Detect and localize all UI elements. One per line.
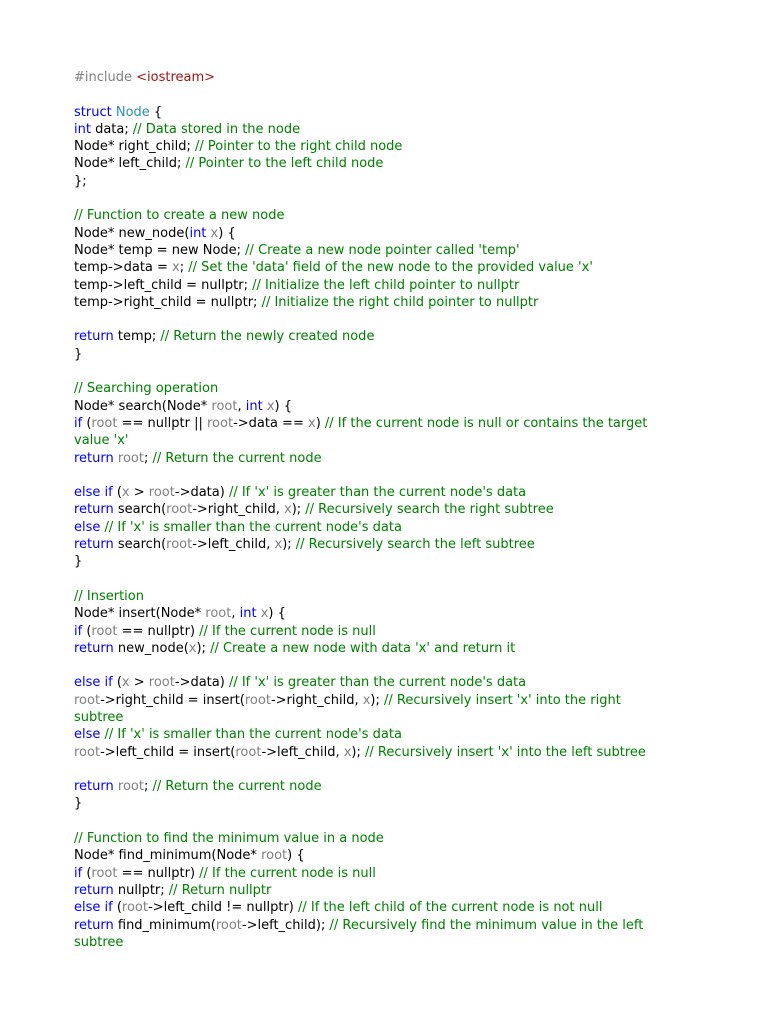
code-comment: // Create a new node pointer called 'temp' bbox=[245, 242, 520, 258]
code-text: == nullptr) bbox=[117, 865, 200, 881]
code-identifier: x bbox=[283, 502, 292, 518]
code-keyword: return bbox=[74, 537, 114, 553]
code-text: ) { bbox=[274, 398, 293, 414]
code-line bbox=[74, 709, 684, 726]
code-identifier: x bbox=[188, 640, 197, 656]
code-line bbox=[74, 173, 684, 190]
code-comment: subtree bbox=[74, 709, 124, 725]
code-text: ->right_child = insert( bbox=[100, 692, 245, 708]
code-identifier: root bbox=[91, 415, 118, 431]
code-identifier: root bbox=[91, 865, 118, 881]
code-line bbox=[74, 155, 684, 172]
code-identifier: root bbox=[215, 917, 242, 933]
code-text: ->left_child = insert( bbox=[100, 744, 236, 760]
code-text: ->data == bbox=[233, 415, 308, 431]
code-identifier: root bbox=[117, 450, 144, 466]
code-identifier: x bbox=[121, 675, 130, 691]
code-line bbox=[74, 398, 684, 415]
code-identifier: root bbox=[121, 900, 148, 916]
code-comment: // Insertion bbox=[74, 588, 144, 604]
code-text: , bbox=[231, 606, 240, 622]
code-identifier: x bbox=[121, 485, 130, 501]
code-line bbox=[74, 674, 684, 691]
code-keyword: int bbox=[74, 121, 91, 137]
code-line bbox=[74, 242, 684, 259]
code-line bbox=[74, 553, 684, 570]
code-line bbox=[74, 744, 684, 761]
code-comment: // Create a new node with data 'x' and return it bbox=[210, 640, 516, 656]
code-line bbox=[74, 934, 684, 951]
code-identifier: root bbox=[148, 485, 175, 501]
code-identifier: root bbox=[74, 744, 101, 760]
code-line bbox=[74, 484, 684, 501]
code-text: nullptr; bbox=[113, 882, 169, 898]
code-line bbox=[74, 692, 684, 709]
code-comment: // If the current node is null bbox=[199, 865, 376, 881]
code-text: ->left_child); bbox=[241, 917, 330, 933]
code-text: ->right_child, bbox=[192, 502, 284, 518]
code-text: ) bbox=[315, 415, 325, 431]
code-line bbox=[74, 501, 684, 518]
code-text: ( bbox=[82, 623, 92, 639]
code-line bbox=[74, 207, 684, 224]
code-keyword: return bbox=[74, 502, 114, 518]
code-identifier: x bbox=[172, 260, 180, 276]
code-comment: // Set the 'data' field of the new node to the provided value 'x' bbox=[188, 260, 593, 276]
code-keyword: if bbox=[74, 865, 83, 881]
code-text: temp->right_child = nullptr; bbox=[74, 294, 262, 310]
blank-line bbox=[74, 467, 684, 484]
code-line bbox=[74, 138, 684, 155]
code-text: } bbox=[74, 796, 83, 812]
code-line bbox=[74, 623, 684, 640]
code-line bbox=[74, 225, 684, 242]
code-keyword: return bbox=[74, 779, 114, 795]
code-line bbox=[74, 415, 684, 432]
blank-line bbox=[74, 761, 684, 778]
code-identifier: root bbox=[244, 692, 271, 708]
code-text: == nullptr) bbox=[117, 623, 200, 639]
code-line bbox=[74, 259, 684, 276]
code-keyword: else if bbox=[74, 485, 113, 501]
code-text: ->data) bbox=[174, 675, 229, 691]
code-comment: // Recursively insert 'x' into the left subtree bbox=[365, 744, 646, 760]
code-keyword: else bbox=[74, 727, 101, 743]
code-string: <iostream> bbox=[136, 70, 216, 85]
code-comment: // Return the current node bbox=[152, 779, 322, 795]
code-identifier: root bbox=[148, 675, 175, 691]
code-line bbox=[74, 830, 684, 847]
code-keyword: int bbox=[245, 398, 263, 414]
blank-line bbox=[74, 657, 684, 674]
code-text: temp->data = bbox=[74, 260, 173, 276]
code-identifier: x bbox=[266, 398, 275, 414]
code-text: ->left_child, bbox=[192, 537, 275, 553]
code-identifier: x bbox=[274, 537, 283, 553]
code-text: temp->left_child = nullptr; bbox=[74, 277, 253, 293]
code-text: ) { bbox=[268, 606, 286, 622]
code-comment: // If the current node is null or contains the target bbox=[324, 415, 648, 431]
code-text: Node* right_child; bbox=[74, 139, 195, 155]
code-text: search( bbox=[113, 537, 167, 553]
code-keyword: else if bbox=[74, 900, 113, 916]
code-comment: // Data stored in the node bbox=[132, 121, 301, 137]
code-comment: // If 'x' is smaller than the current node's data bbox=[104, 519, 402, 535]
code-identifier: root bbox=[261, 848, 288, 864]
code-line bbox=[74, 328, 684, 345]
code-line bbox=[74, 726, 684, 743]
code-text: ; bbox=[143, 779, 153, 795]
code-text: ( bbox=[112, 900, 122, 916]
code-text: new_node( bbox=[113, 640, 189, 656]
code-identifier: x bbox=[362, 692, 371, 708]
code-line bbox=[74, 588, 684, 605]
blank-line bbox=[74, 813, 684, 830]
code-keyword: return bbox=[74, 917, 114, 933]
code-comment: // Recursively search the left subtree bbox=[295, 537, 535, 553]
code-text: ) { bbox=[287, 848, 305, 864]
code-text: }; bbox=[74, 173, 87, 189]
code-preprocessor: #include bbox=[74, 70, 137, 85]
code-text: ); bbox=[351, 744, 366, 760]
code-text: ; bbox=[143, 450, 153, 466]
code-keyword: return bbox=[74, 450, 114, 466]
code-text: ->data) bbox=[174, 485, 229, 501]
code-comment: // Return the newly created node bbox=[160, 329, 375, 345]
code-line bbox=[74, 605, 684, 622]
code-text: ( bbox=[112, 675, 122, 691]
code-keyword: struct bbox=[74, 104, 116, 120]
code-keyword: int bbox=[189, 225, 207, 241]
code-identifier: root bbox=[206, 415, 234, 431]
code-text: Node* left_child; bbox=[74, 156, 186, 172]
code-identifier: x bbox=[343, 744, 352, 760]
code-line bbox=[74, 121, 684, 138]
code-line bbox=[74, 847, 684, 864]
code-identifier: x bbox=[210, 225, 219, 241]
code-document bbox=[74, 69, 684, 951]
code-comment: // If the left child of the current node is not null bbox=[297, 900, 603, 916]
code-comment: // Function to create a new node bbox=[74, 208, 285, 224]
code-identifier: x bbox=[307, 415, 316, 431]
code-identifier: root bbox=[205, 606, 232, 622]
code-text: , bbox=[237, 398, 246, 414]
code-comment: value 'x' bbox=[74, 433, 129, 449]
code-text: search( bbox=[113, 502, 167, 518]
code-identifier: root bbox=[166, 537, 193, 553]
code-line bbox=[74, 899, 684, 916]
code-line bbox=[74, 432, 684, 449]
code-text: == nullptr || bbox=[117, 415, 207, 431]
code-line bbox=[74, 346, 684, 363]
code-text: Node* new_node( bbox=[74, 225, 190, 241]
code-text: > bbox=[129, 675, 149, 691]
code-comment: // Initialize the left child pointer to nullptr bbox=[252, 277, 520, 293]
code-line bbox=[74, 778, 684, 795]
blank-line bbox=[74, 190, 684, 207]
code-type: Node bbox=[115, 104, 150, 120]
code-text: temp; bbox=[113, 329, 161, 345]
code-text: ( bbox=[82, 865, 92, 881]
code-comment: // Initialize the right child pointer to nullptr bbox=[261, 294, 539, 310]
code-comment: // Return nullptr bbox=[168, 882, 272, 898]
code-identifier: root bbox=[91, 623, 118, 639]
code-text: ); bbox=[196, 640, 211, 656]
code-text: ); bbox=[370, 692, 385, 708]
code-text: Node* temp = new Node; bbox=[74, 242, 246, 258]
code-line bbox=[74, 380, 684, 397]
code-line bbox=[74, 917, 684, 934]
code-line bbox=[74, 536, 684, 553]
code-keyword: if bbox=[74, 415, 83, 431]
code-keyword: if bbox=[74, 623, 83, 639]
code-comment: // Recursively search the right subtree bbox=[305, 502, 554, 518]
code-keyword: return bbox=[74, 329, 114, 345]
code-comment: // Recursively insert 'x' into the right bbox=[384, 692, 621, 708]
code-comment: // Pointer to the left child node bbox=[185, 156, 384, 172]
code-keyword: else if bbox=[74, 675, 113, 691]
code-keyword: return bbox=[74, 640, 114, 656]
code-text: ->right_child, bbox=[270, 692, 363, 708]
code-text: > bbox=[129, 485, 149, 501]
code-keyword: int bbox=[239, 606, 257, 622]
code-text: Node* search(Node* bbox=[74, 398, 212, 414]
code-comment: // Pointer to the right child node bbox=[194, 139, 403, 155]
code-text: ) { bbox=[218, 225, 236, 241]
code-keyword: else bbox=[74, 519, 101, 535]
code-comment: // Function to find the minimum value in a node bbox=[74, 831, 384, 847]
code-text: ); bbox=[291, 502, 306, 518]
code-identifier: root bbox=[166, 502, 193, 518]
code-line bbox=[74, 69, 684, 86]
code-comment: // Recursively find the minimum value in the left bbox=[329, 917, 644, 933]
code-line bbox=[74, 277, 684, 294]
code-text: data; bbox=[90, 121, 133, 137]
code-text: ->left_child, bbox=[261, 744, 344, 760]
code-comment: // Searching operation bbox=[74, 381, 219, 397]
code-text: ( bbox=[112, 485, 122, 501]
code-text: Node* insert(Node* bbox=[74, 606, 206, 622]
code-identifier: x bbox=[260, 606, 269, 622]
code-text: Node* find_minimum(Node* bbox=[74, 848, 262, 864]
code-line bbox=[74, 882, 684, 899]
code-comment: // Return the current node bbox=[152, 450, 322, 466]
code-text: find_minimum( bbox=[113, 917, 216, 933]
code-text: } bbox=[74, 554, 83, 570]
code-text: ); bbox=[282, 537, 296, 553]
code-comment: subtree bbox=[74, 934, 124, 950]
code-line bbox=[74, 294, 684, 311]
code-text: { bbox=[149, 104, 163, 120]
code-text: } bbox=[74, 346, 83, 362]
code-text: ; bbox=[179, 260, 189, 276]
code-line bbox=[74, 640, 684, 657]
code-line bbox=[74, 450, 684, 467]
blank-line bbox=[74, 311, 684, 328]
blank-line bbox=[74, 363, 684, 380]
code-identifier: root bbox=[235, 744, 262, 760]
code-line bbox=[74, 865, 684, 882]
code-text: ( bbox=[82, 415, 92, 431]
code-identifier: root bbox=[74, 692, 101, 708]
code-keyword: return bbox=[74, 882, 114, 898]
code-comment: // If 'x' is smaller than the current node's data bbox=[104, 727, 402, 743]
code-identifier: root bbox=[211, 398, 238, 414]
code-comment: // If the current node is null bbox=[199, 623, 376, 639]
code-line bbox=[74, 519, 684, 536]
code-comment: // If 'x' is greater than the current node's data bbox=[228, 675, 527, 691]
code-line bbox=[74, 795, 684, 812]
code-line bbox=[74, 104, 684, 121]
code-text: ->left_child != nullptr) bbox=[148, 900, 298, 916]
blank-line bbox=[74, 571, 684, 588]
blank-line bbox=[74, 86, 684, 103]
code-comment: // If 'x' is greater than the current node's data bbox=[228, 485, 527, 501]
code-identifier: root bbox=[117, 779, 144, 795]
